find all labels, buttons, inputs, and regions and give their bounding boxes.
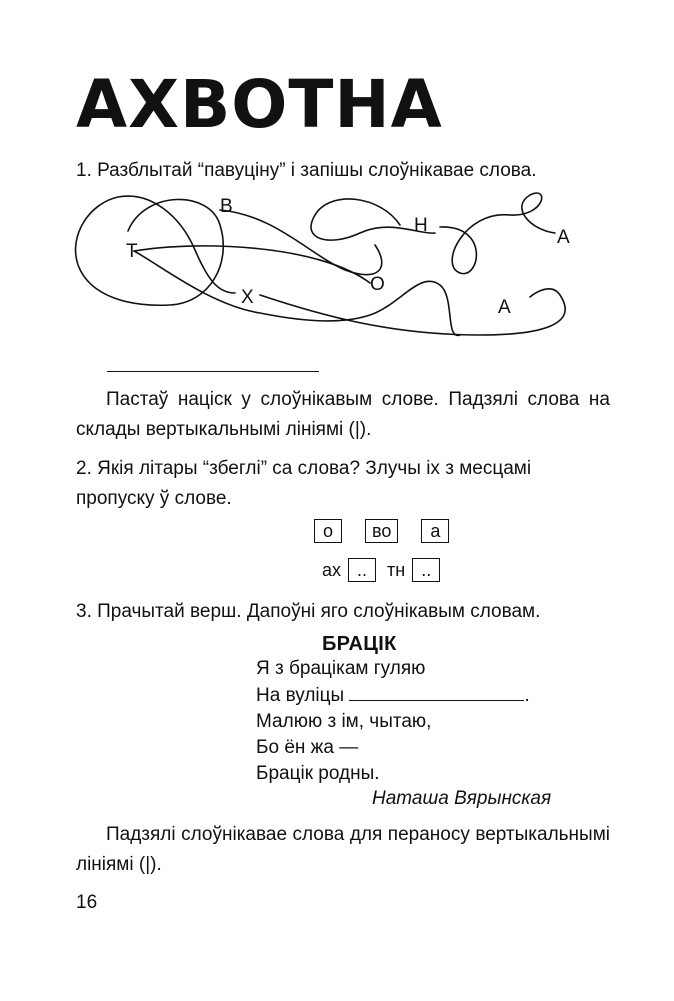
gap-box-1[interactable]: .. bbox=[348, 558, 376, 582]
poem-line-2-end: . bbox=[524, 685, 530, 706]
poem-line-4: Бо ён жа — bbox=[256, 737, 359, 758]
word-part-2: тн bbox=[387, 560, 406, 581]
poem-author: Наташа Вярынская bbox=[372, 788, 552, 809]
letter-box-2[interactable]: во bbox=[365, 519, 398, 543]
word-with-gaps-row bbox=[322, 558, 440, 582]
letter-box-1[interactable]: о bbox=[314, 519, 342, 543]
poem-line-1: Я з брацікам гуляю bbox=[256, 658, 426, 679]
task-1-text: 1. Разблытай “павуціну” і запішы слоўнікавае слова. bbox=[76, 160, 537, 181]
poem-title: БРАЦІК bbox=[322, 633, 397, 655]
web-letter-2: Н bbox=[414, 215, 428, 236]
instruction-3: Падзялі слоўнікавае слова для пераносу вертыкальнымі лініямі (|). bbox=[76, 824, 610, 875]
web-thread-3 bbox=[220, 210, 382, 275]
page-title: АХВОТНА bbox=[76, 66, 443, 143]
poem-blank[interactable] bbox=[349, 682, 524, 701]
web-thread-6 bbox=[134, 251, 460, 335]
poem-line-2 bbox=[256, 682, 530, 709]
web-letter-7: А bbox=[498, 297, 511, 318]
poem-line-2-text: На вуліцы bbox=[256, 685, 345, 706]
letter-box-3[interactable]: а bbox=[421, 519, 449, 543]
task-3-text: 3. Прачытай верш. Дапоўні яго слоўнікавым словам. bbox=[76, 601, 541, 622]
letter-web-puzzle bbox=[60, 185, 600, 355]
web-letter-5: О bbox=[370, 274, 385, 295]
web-thread-7 bbox=[260, 289, 565, 335]
web-letter-6: Х bbox=[241, 287, 254, 308]
web-letter-1: В bbox=[220, 196, 233, 217]
web-letter-4: Т bbox=[126, 241, 138, 262]
answer-line[interactable] bbox=[107, 371, 319, 372]
web-letter-3: А bbox=[557, 227, 570, 248]
web-thread-1 bbox=[76, 196, 235, 305]
gap-box-2[interactable]: .. bbox=[412, 558, 440, 582]
page-number: 16 bbox=[76, 892, 98, 913]
poem bbox=[256, 656, 530, 787]
web-thread-5 bbox=[440, 193, 555, 274]
word-part-1: ах bbox=[322, 560, 342, 581]
poem-line-3: Малюю з ім, чытаю, bbox=[256, 711, 432, 732]
instruction-1: Пастаў націск у слоўнікавым слове. Падзялі слова на склады вертыкальнымі лініямі (|). bbox=[76, 389, 610, 440]
missing-letters-row bbox=[314, 519, 449, 543]
poem-line-5: Брацік родны. bbox=[256, 763, 380, 784]
task-2-text: 2. Якія літары “збеглі” са слова? Злучы іх з месцамі пропуску ў слове. bbox=[76, 458, 532, 509]
